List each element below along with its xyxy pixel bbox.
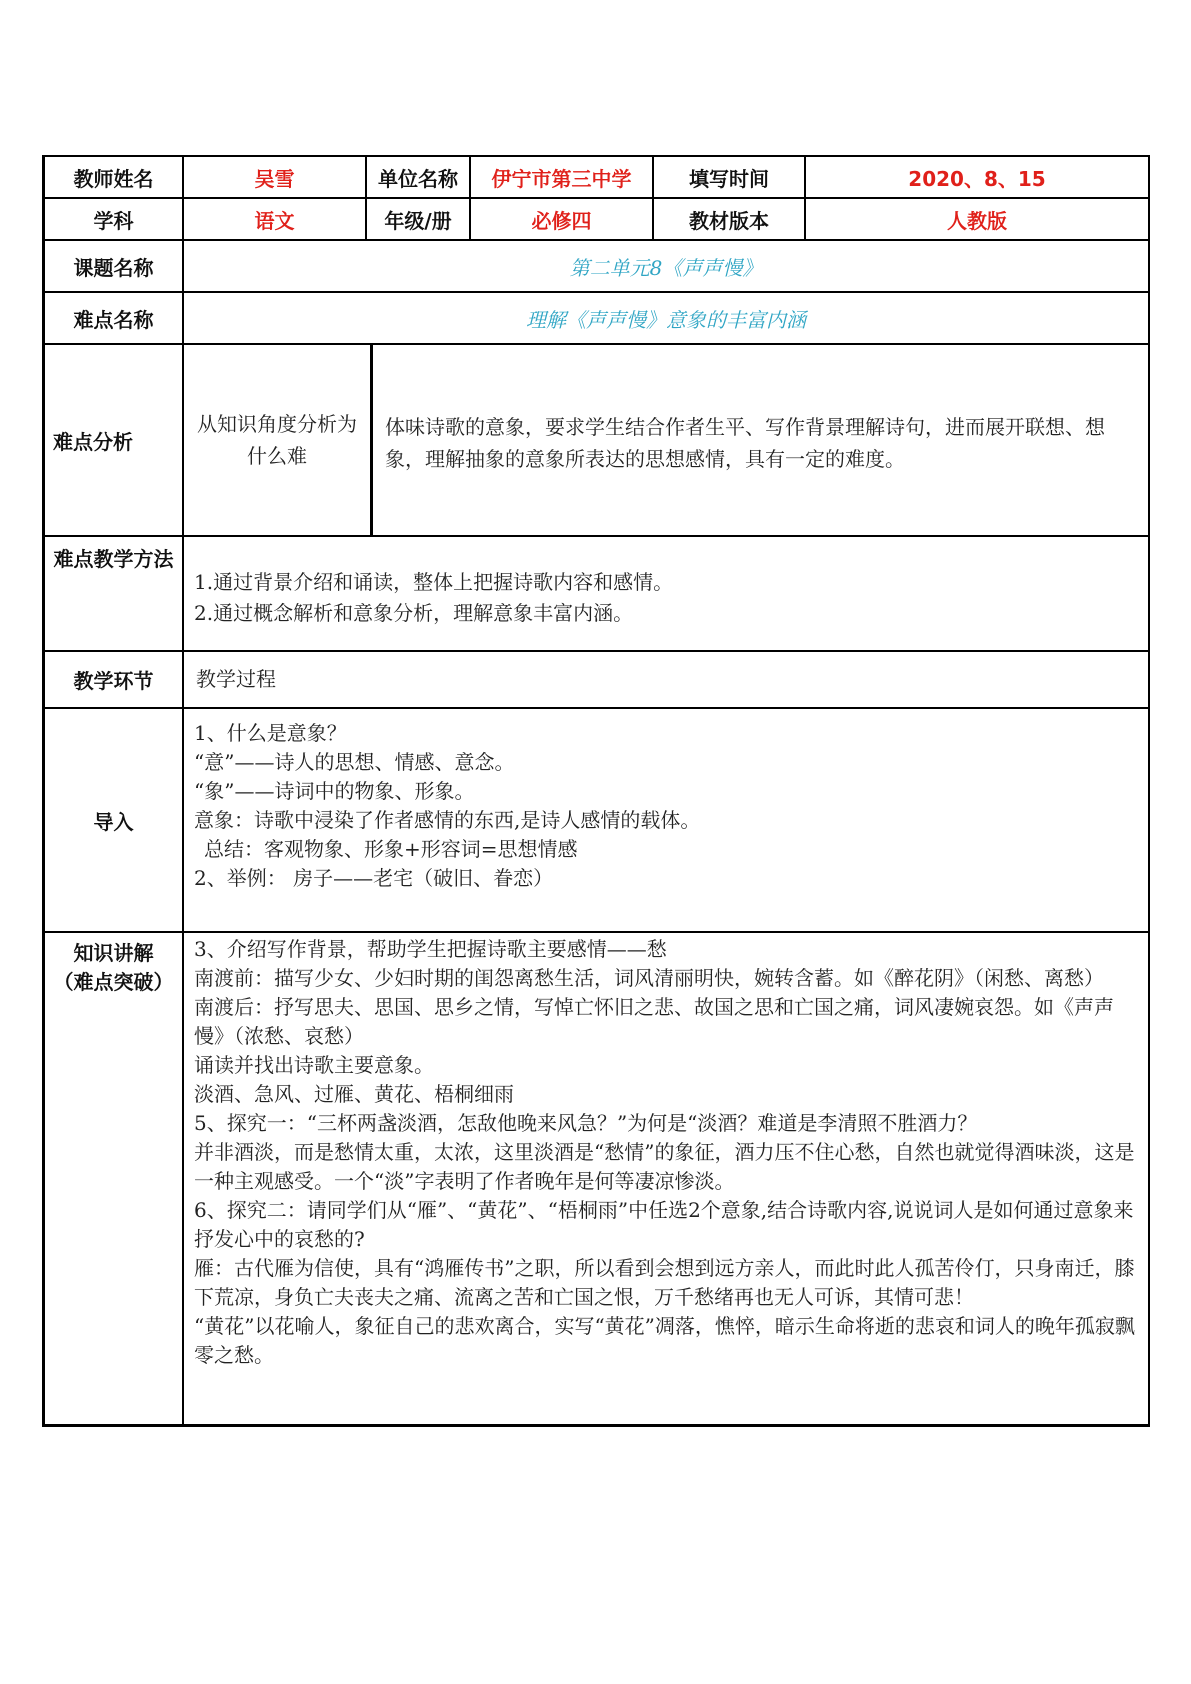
intro-row	[42, 707, 1150, 931]
edition-label: 教材版本	[652, 199, 804, 239]
unit-name-label: 单位名称	[365, 157, 469, 197]
intro-text-cell	[182, 709, 1148, 931]
fill-date-label: 填写时间	[652, 157, 804, 197]
knowledge-label: 知识讲解	[73, 941, 154, 965]
edition-value: 人教版	[804, 199, 1148, 239]
topic-label: 课题名称	[73, 255, 154, 280]
lesson-plan-table	[42, 155, 1150, 1427]
knowledge-paragraph: 5、探究一：“三杯两盏淡酒，怎敌他晚来风急？”为何是“淡酒？难道是李清照不胜酒力？	[194, 1111, 978, 1135]
knowledge-paragraph: 6、探究二：请同学们从“雁”、“黄花”、“梧桐雨”中任选2个意象,结合诗歌内容,说说词人是如何通过意象来抒发心中的哀愁的?	[194, 1198, 1134, 1251]
knowledge-paragraph: 并非酒淡，而是愁情太重，太浓，这里淡酒是“愁情”的象征，酒力压不住心愁，自然也就觉得酒味淡，这是一种主观感受。一个“淡”字表明了作者晚年是何等凄凉惨淡。	[194, 1140, 1135, 1193]
analysis-row	[42, 343, 1150, 535]
grade-value: 必修四	[469, 199, 652, 239]
subject-label: 学科	[93, 208, 134, 233]
topic-row	[42, 239, 1150, 291]
teacher-name-value: 吴雪	[182, 157, 365, 197]
analysis-sub-label: 从知识角度分析为什么难	[197, 412, 357, 468]
method-label: 难点教学方法	[53, 547, 174, 571]
intro-line: 1、什么是意象？	[194, 721, 347, 745]
analysis-label: 难点分析	[53, 429, 133, 454]
knowledge-paragraph: 南渡前：描写少女、少妇时期的闺怨离愁生活，词风清丽明快，婉转含蓄。如《醉花阴》（闲愁、离愁）	[194, 966, 1104, 990]
method-line: 2.通过概念解析和意象分析，理解意象丰富内涵。	[194, 601, 634, 625]
subject-value: 语文	[182, 199, 365, 239]
analysis-text-cell	[370, 345, 1148, 535]
method-text-cell	[182, 537, 1148, 650]
knowledge-row	[42, 931, 1150, 1427]
knowledge-paragraph: “黄花”以花喻人，象征自己的悲欢离合，实写“黄花”凋落，憔悴，暗示生命将逝的悲哀和词人的晚年孤寂飘零之愁。	[194, 1314, 1135, 1367]
analysis-text: 体味诗歌的意象，要求学生结合作者生平、写作背景理解诗句，进而展开联想、想象，理解抽象的意象所表达的思想感情，具有一定的难度。	[385, 415, 1105, 471]
header-row-2	[42, 197, 1150, 239]
process-section-label: 教学环节	[73, 669, 154, 693]
process-header-row	[42, 650, 1150, 707]
difficulty-label: 难点名称	[73, 307, 154, 332]
intro-line: “意”——诗人的思想、情感、意念。	[194, 750, 515, 774]
unit-name-value: 伊宁市第三中学	[469, 157, 652, 197]
knowledge-text-cell	[182, 933, 1148, 1424]
intro-line: 意象：诗歌中浸染了作者感情的东西,是诗人感情的载体。	[194, 808, 701, 832]
knowledge-paragraph: 诵读并找出诗歌主要意象。	[194, 1053, 434, 1077]
grade-label: 年级/册	[365, 199, 469, 239]
analysis-sub-cell	[182, 345, 370, 535]
intro-line: 总结：客观物象、形象+形容词=思想情感	[204, 837, 578, 861]
header-row-1	[42, 155, 1150, 197]
knowledge-paragraph: 雁：古代雁为信使，具有“鸿雁传书”之职，所以看到会想到远方亲人，而此时此人孤苦伶仃，只身南迁，膝下荒凉，身负亡夫丧夫之痛、流离之苦和亡国之恨，万千愁绪再也无人可诉，其情可悲！	[194, 1256, 1135, 1309]
method-line: 1.通过背景介绍和诵读，整体上把握诗歌内容和感情。	[194, 570, 674, 594]
intro-line: 2、举例： 房子——老宅（破旧、眷恋）	[194, 866, 554, 890]
process-header-value: 教学过程	[182, 652, 1148, 707]
method-row	[42, 535, 1150, 650]
knowledge-label-sub: （难点突破）	[53, 970, 174, 994]
difficulty-row	[42, 291, 1150, 343]
knowledge-paragraph: 淡酒、急风、过雁、黄花、梧桐细雨	[194, 1082, 514, 1106]
fill-date-value: 2020、8、15	[804, 157, 1148, 197]
intro-line: “象”——诗词中的物象、形象。	[194, 779, 475, 803]
topic-value: 第二单元8《声声慢》	[182, 241, 1148, 291]
intro-label: 导入	[93, 809, 134, 834]
knowledge-paragraph: 南渡后：抒写思夫、思国、思乡之情，写悼亡怀旧之悲、故国之思和亡国之痛，词风凄婉哀怨。如《声声慢》（浓愁、哀愁）	[194, 995, 1114, 1048]
difficulty-value: 理解《声声慢》意象的丰富内涵	[182, 293, 1148, 343]
knowledge-paragraph: 3、介绍写作背景，帮助学生把握诗歌主要感情——愁	[194, 937, 667, 961]
teacher-name-label: 教师姓名	[73, 166, 154, 191]
knowledge-label-cell	[45, 933, 182, 1424]
